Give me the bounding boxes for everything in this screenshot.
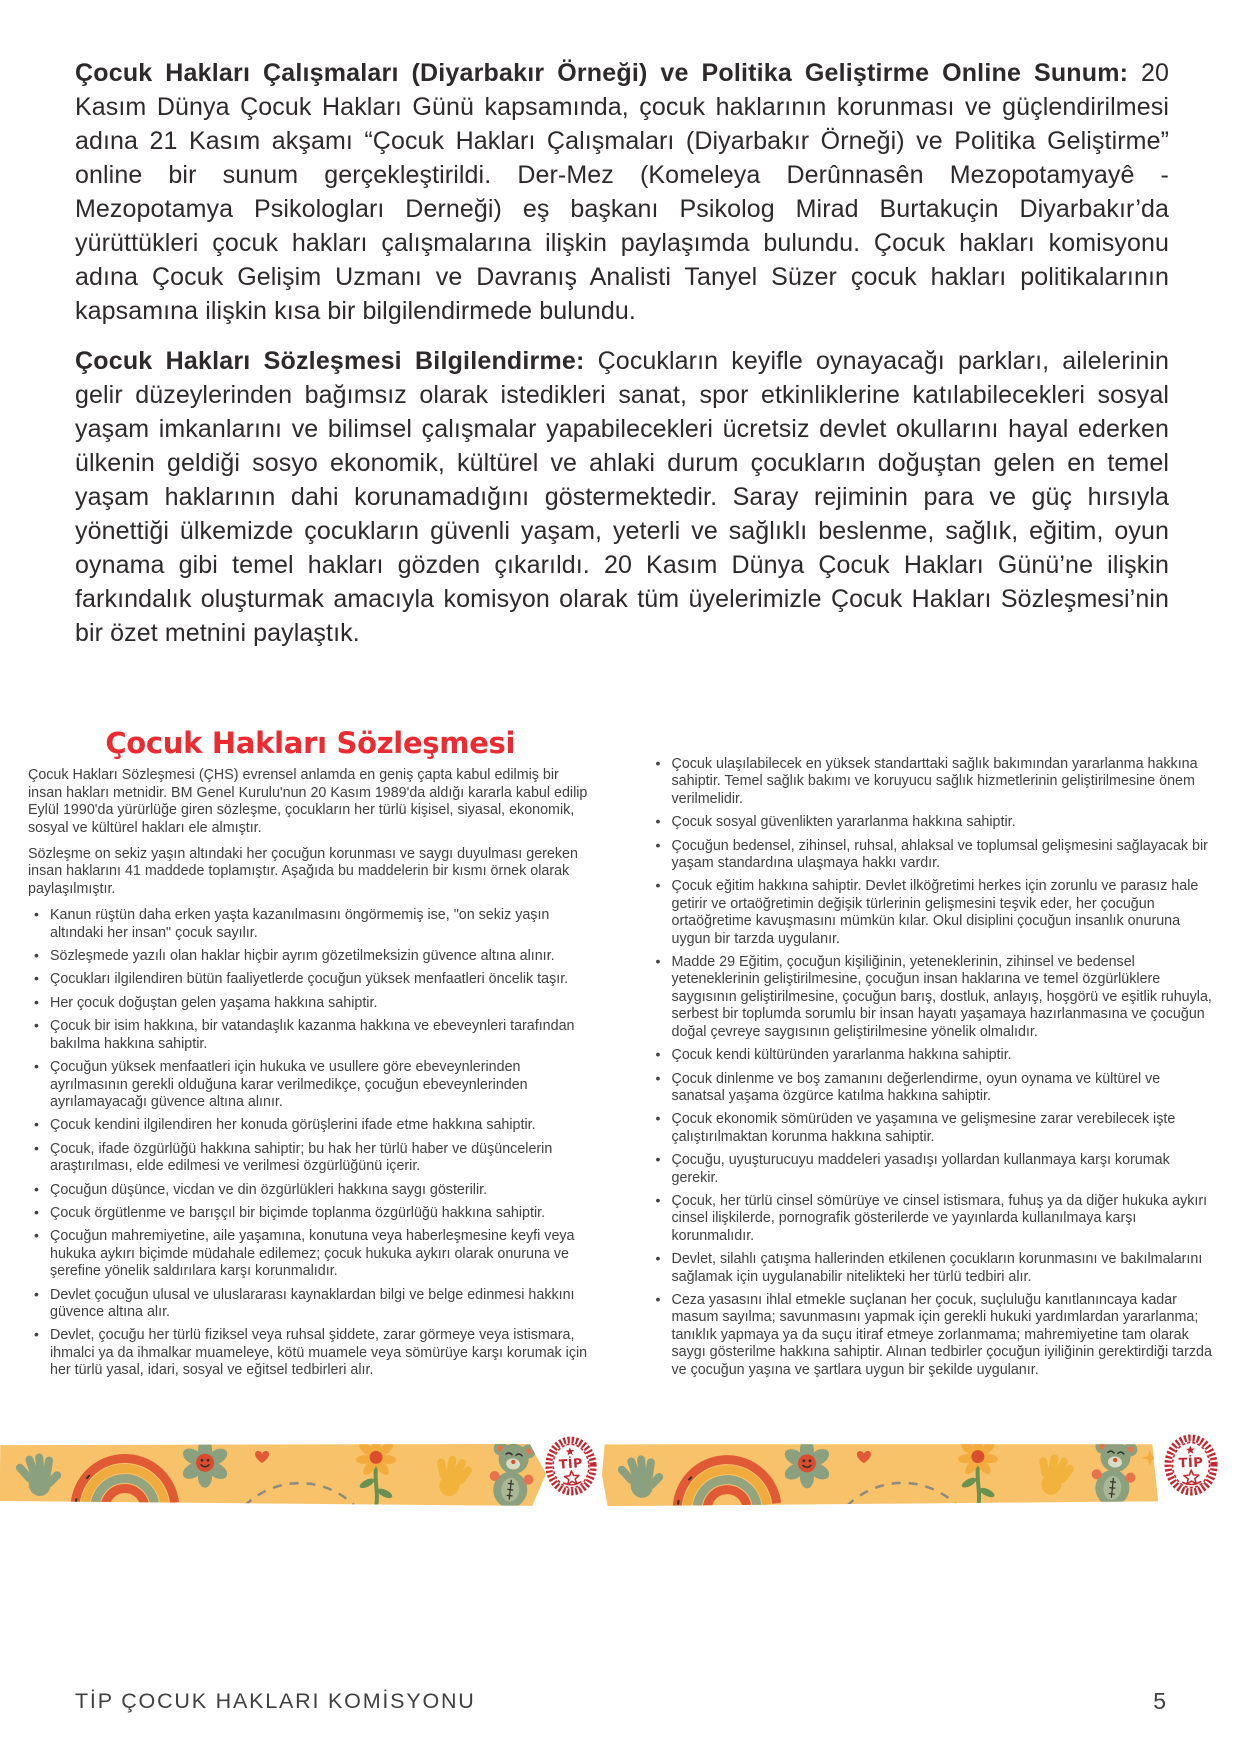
list-item: • Çocuk ulaşılabilecek en yüksek standarttaki sağlık bakımından yararlanma hakkına sahiptir. Temel sağlık bakımı ve koruyucu sağlık hizmetlerinin geliştirilmesine önem verilmelidir. bbox=[650, 756, 1215, 808]
intro-section bbox=[75, 56, 1169, 666]
list-item: • Madde 29 Eğitim, çocuğun kişiliğinin, yeteneklerinin, zihinsel ve bedensel yeteneklerinin geliştirilmesine, çocuğun insan haklarına ve temel özgürlüklere saygısının geliştirilmesine, çocuğun barış, dostluk, anlayış, hoşgörü ve eşitlik ruhuyla, serbest bir toplumda sorumlu bir insan hayatı yaşamaya hazırlanmasına ve çocuğun doğal çevreye saygısının geliştirilmesine yönelik olmalıdır. bbox=[650, 954, 1215, 1041]
paragraph-body: 20 Kasım Dünya Çocuk Hakları Günü kapsamında, çocuk haklarının korunması ve güçlendirilmesi adına 21 Kasım akşamı “Çocuk Hakları Çalışmaları (Diyarbakır Örneği) ve Politika Geliştirme” online bir sunum gerçekleştirildi. Der-Mez (Komeleya Derûnnasên Mezopotamyayê - Mezopotamya Psikologları Derneği) eş başkanı Psikolog Mirad Burtakuçin Diyarbakır’da yürüttükleri çocuk hakları çalışmalarına ilişkin paylaşımda bulundu. Çocuk hakları komisyonu adına Çocuk Gelişim Uzmanı ve Davranış Analisti Tanyel Süzer çocuk hakları politikalarının kapsamına ilişkin kısa bir bilgilendirmede bulundu. bbox=[75, 59, 1169, 325]
list-item: • Çocuk, ifade özgürlüğü hakkına sahiptir; bu hak her türlü haber ve düşüncelerin araştırılması, elde edilmesi ve verilmesi özgürlüğünü içerir. bbox=[28, 1141, 593, 1176]
decorative-band-right bbox=[602, 1442, 1158, 1506]
list-item: • Çocuk ekonomik sömürüden ve yaşamına ve gelişmesine zarar verebilecek işte çalıştırılmaktan korunma hakkına sahiptir. bbox=[650, 1111, 1215, 1146]
list-item: • Devlet, silahlı çatışma hallerinden etkilenen çocukların korunmasını ve bakılmalarını sağlamak için uygulanabilir nitelikteki her türlü tedbiri alır. bbox=[650, 1251, 1215, 1286]
convention-right-column bbox=[650, 735, 1215, 1386]
list-item: • Çocuğun bedensel, zihinsel, ruhsal, ahlaksal ve toplumsal gelişmesini sağlayacak bir yaşam standardına ulaşmaya hakkı vardır. bbox=[650, 838, 1215, 873]
list-item: • Çocuk örgütlenme ve barışçıl bir biçimde toplanma özgürlüğü hakkına sahiptir. bbox=[28, 1205, 593, 1222]
logo-text: TİP bbox=[558, 1455, 584, 1472]
paragraph-body: Çocukların keyifle oynayacağı parkları, ailelerinin gelir düzeylerinden bağımsız olarak istedikleri sanat, spor etkinliklerine katılabilecekleri sosyal yaşam imkanlarını ve bilimsel çalışmalar yapabilecekleri ücretsiz devlet okullarını hayal ederken ülkenin geldiği sosyo ekonomik, kültürel ve ahlaki durum çocukların doğuştan gelen en temel yaşam haklarının dahi korunamadığını göstermektedir. Saray rejiminin para ve güç hırsıyla yönettiği ülkemizde çocukların güvenli yaşam, yeterli ve sağlıklı beslenme, sağlık, eğitim, oyun oynama gibi temel hakları gözden çıkarıldı. 20 Kasım Dünya Çocuk Hakları Günü’ne ilişkin farkındalık oluşturmak amacıyla komisyon olarak tüm üyelerimizle Çocuk Hakları Sözleşmesi’nin bir özet metnini paylaştık. bbox=[75, 347, 1169, 647]
list-item: • Devlet, çocuğu her türlü fiziksel veya ruhsal şiddete, zarar görmeye veya istismara, ihmalci ya da ihmalkar muameleye, kötü muamele veya sömürüye karşı korumak için her türlü yasal, idari, sosyal ve eğitsel tedbirleri alır. bbox=[28, 1327, 593, 1379]
list-item: • Ceza yasasını ihlal etmekle suçlanan her çocuk, suçluluğu kanıtlanıncaya kadar masum sayılma; savunmasını yapmak için gerekli hukuki yardımlardan yararlanma; tanıklık yapmaya ya da suçu itiraf etmeye zorlanmama; mahremiyetine tam olarak saygı gösterilme hakkına sahiptir. Alınan tedbirler çocuğun iyiliğinin gerektirdiği tarzda ve çocuğun yaşına ve şartlara uygun bir şekilde uygulanır. bbox=[650, 1292, 1215, 1379]
paragraph-online-sunum bbox=[75, 56, 1169, 328]
footer-organization: TİP ÇOCUK HAKLARI KOMİSYONU bbox=[75, 1689, 476, 1713]
paragraph-lead: Çocuk Hakları Sözleşmesi Bilgilendirme: bbox=[75, 347, 585, 375]
convention-left-list bbox=[28, 907, 593, 1379]
list-item: • Çocukları ilgilendiren bütün faaliyetlerde çocuğun yüksek menfaatleri öncelik taşır. bbox=[28, 971, 593, 988]
list-item: • Çocuk kendini ilgilendiren her konuda görüşlerini ifade etme hakkına sahiptir. bbox=[28, 1117, 593, 1134]
convention-right-list bbox=[650, 756, 1215, 1379]
list-item: • Devlet çocuğun ulusal ve uluslararası kaynaklardan bilgi ve belge edinmesi hakkını güvence altına alır. bbox=[28, 1287, 593, 1322]
convention-intro-paragraph: Çocuk Hakları Sözleşmesi (ÇHS) evrensel anlamda en geniş çapta kabul edilmiş bir insan hakları metnidir. BM Genel Kurulu'nun 20 Kasım 1989'da aldığı kararla kabul edilip Eylül 1990'da yürürlüğe giren sözleşme, çocukların her türlü kişisel, siyasal, ekonomik, sosyal ve kültürel hakları ele almıştır. bbox=[28, 767, 588, 836]
list-item: • Kanun rüştün daha erken yaşta kazanılmasını öngörmemiş ise, "on sekiz yaşın altındaki her insan" çocuk sayılır. bbox=[28, 907, 593, 942]
paragraph-bilgilendirme bbox=[75, 344, 1169, 650]
list-item: • Çocuk dinlenme ve boş zamanını değerlendirme, oyun oynama ve kültürel ve sanatsal yaşama özgürce katılma hakkına sahiptir. bbox=[650, 1071, 1215, 1106]
convention-left-column bbox=[28, 726, 593, 1386]
list-item: • Her çocuk doğuştan gelen yaşama hakkına sahiptir. bbox=[28, 995, 593, 1012]
convention-title: Çocuk Hakları Sözleşmesi bbox=[105, 726, 516, 760]
list-item: • Çocuğun mahremiyetine, aile yaşamına, konutuna veya haberleşmesine keyfi veya hukuka aykırı biçimde müdahale edilemez; çocuk hukuka aykırı olarak onuruna ve şerefine yönelik saldırılara karşı korunmalıdır. bbox=[28, 1228, 593, 1280]
logo-text: TİP bbox=[1178, 1455, 1204, 1472]
convention-section bbox=[28, 726, 1214, 1386]
tip-stamp-logo bbox=[542, 1432, 600, 1500]
list-item: • Çocuk bir isim hakkına, bir vatandaşlık kazanma hakkına ve ebeveynleri tarafından bakılma hakkına sahiptir. bbox=[28, 1018, 593, 1053]
paragraph-lead: Çocuk Hakları Çalışmaları (Diyarbakır Örneği) ve Politika Geliştirme Online Sunum: bbox=[75, 59, 1129, 87]
list-item: • Sözleşmede yazılı olan haklar hiçbir ayrım gözetilmeksizin güvence altına alınır. bbox=[28, 948, 593, 965]
list-item: • Çocuğun yüksek menfaatleri için hukuka ve usullere göre ebeveynlerinden ayrılmasının gerekli olduğuna karar verilmedikçe, çocuğun ebeveynlerinden ayrılamayacağı güvence altına alınır. bbox=[28, 1059, 593, 1111]
list-item: • Çocuğu, uyuşturucuyu maddeleri yasadışı yollardan kullanmaya karşı korumak gerekir. bbox=[650, 1152, 1215, 1187]
list-item: • Çocuk eğitim hakkına sahiptir. Devlet ilköğretimi herkes için zorunlu ve parasız hale getirir ve ortaöğretimin değişik türlerinin gelişmesini teşvik eder, her çocuğun ortaöğretime kavuşmasını mümkün kılar. Okul disiplini çocuğun insanlık onuruna uygun bir tarzda uygulanır. bbox=[650, 878, 1215, 948]
tip-stamp-logo bbox=[1162, 1431, 1220, 1499]
list-item: • Çocuk, her türlü cinsel sömürüye ve cinsel istismara, fuhuş ya da diğer hukuka aykırı cinsel ilişkilerde, pornografik gösterilerde ve yayınlarda kullanılmaya karşı korunmalıdır. bbox=[650, 1193, 1215, 1245]
page-number: 5 bbox=[1153, 1688, 1166, 1714]
list-item: • Çocuk sosyal güvenlikten yararlanma hakkına sahiptir. bbox=[650, 814, 1215, 831]
decorative-band-left bbox=[0, 1442, 546, 1506]
list-item: • Çocuk kendi kültüründen yararlanma hakkına sahiptir. bbox=[650, 1047, 1215, 1064]
list-item: • Çocuğun düşünce, vicdan ve din özgürlükleri hakkına saygı gösterilir. bbox=[28, 1182, 593, 1199]
convention-intro-paragraph: Sözleşme on sekiz yaşın altındaki her çocuğun korunması ve saygı duyulması gereken insan haklarını 41 maddede toplamıştır. Aşağıda bu maddelerin bir kısmı örnek olarak paylaşılmıştır. bbox=[28, 846, 578, 897]
